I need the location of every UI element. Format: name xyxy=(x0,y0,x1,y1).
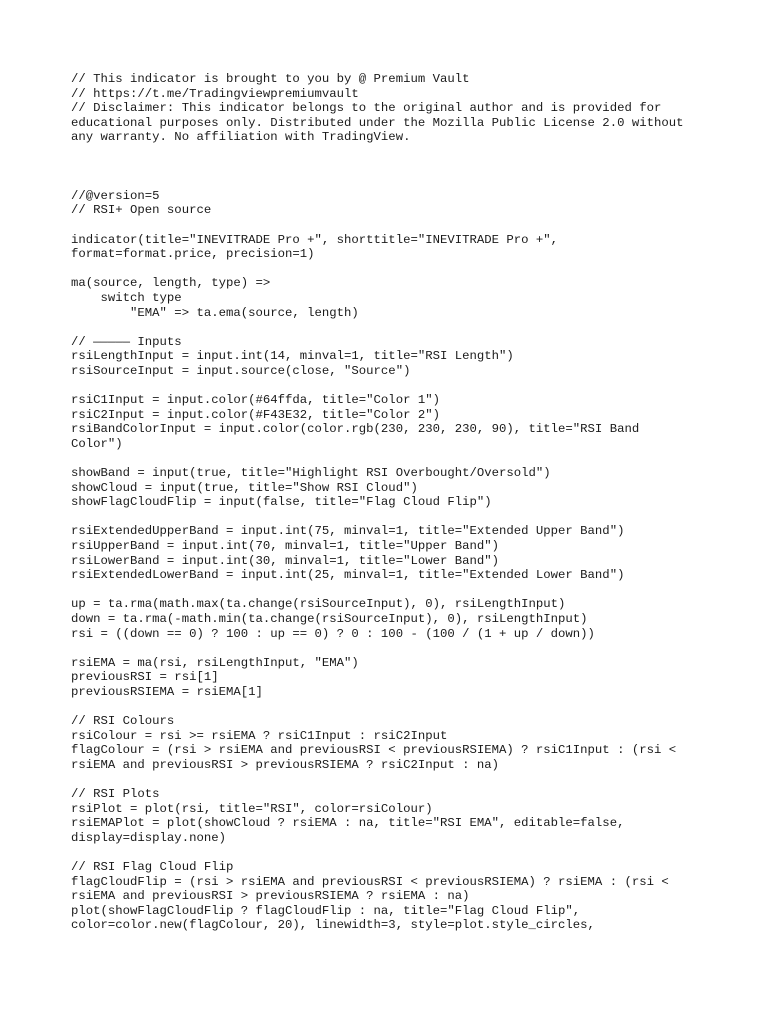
code-line: rsiEMAPlot = plot(showCloud ? rsiEMA : na, title="RSI EMA", editable=false, xyxy=(71,816,625,831)
code-line: up = ta.rma(math.max(ta.change(rsiSourceInput), 0), rsiLengthInput) xyxy=(71,597,566,612)
code-block-rsi-colours xyxy=(71,714,711,772)
code-line: rsiC1Input = input.color(#64ffda, title="Color 1") xyxy=(71,393,440,408)
header-comment-block xyxy=(71,72,711,145)
spacer xyxy=(71,320,711,335)
code-line: plot(showFlagCloudFlip ? flagCloudFlip : na, title="Flag Cloud Flip", xyxy=(71,903,581,918)
spacer xyxy=(71,773,711,788)
spacer xyxy=(71,262,711,277)
code-line: flagCloudFlip = (rsi > rsiEMA and previousRSI < previousRSIEMA) ? rsiEMA : (rsi < xyxy=(71,874,669,889)
code-line: down = ta.rma(-math.min(ta.change(rsiSourceInput), 0), rsiLengthInput) xyxy=(71,611,588,626)
spacer xyxy=(71,451,711,466)
code-line: // https://t.me/Tradingviewpremiumvault xyxy=(71,86,359,101)
code-line: ma(source, length, type) => xyxy=(71,276,271,291)
code-line: rsiPlot = plot(rsi, title="RSI", color=rsiColour) xyxy=(71,801,433,816)
code-line: // Disclaimer: This indicator belongs to the original author and is provided for xyxy=(71,101,662,116)
code-block-version xyxy=(71,189,711,218)
code-line: // RSI Colours xyxy=(71,714,175,729)
code-block-bands xyxy=(71,524,711,582)
code-line: rsiEMA = ma(rsi, rsiLengthInput, "EMA") xyxy=(71,655,359,670)
code-block-show-flags xyxy=(71,466,711,510)
code-line: rsiBandColorInput = input.color(color.rgb(230, 230, 230, 90), title="RSI Band xyxy=(71,422,640,437)
code-line: rsiLengthInput = input.int(14, minval=1, title="RSI Length") xyxy=(71,349,514,364)
spacer xyxy=(71,641,711,656)
code-line: color=color.new(flagColour, 20), linewidth=3, style=plot.style_circles, xyxy=(71,918,595,933)
code-block-indicator xyxy=(71,233,711,262)
code-line: flagColour = (rsi > rsiEMA and previousRSI < previousRSIEMA) ? rsiC1Input : (rsi < xyxy=(71,743,677,758)
spacer xyxy=(71,218,711,233)
code-line: previousRSIEMA = rsiEMA[1] xyxy=(71,684,263,699)
code-line: rsiLowerBand = input.int(30, minval=1, title="Lower Band") xyxy=(71,553,500,568)
spacer xyxy=(71,700,711,715)
code-block-inputs xyxy=(71,335,711,379)
code-line: indicator(title="INEVITRADE Pro +", shorttitle="INEVITRADE Pro +", xyxy=(71,232,559,247)
code-line: Color") xyxy=(71,436,123,451)
code-block-rsi-calc xyxy=(71,597,711,641)
spacer xyxy=(71,845,711,860)
document-page xyxy=(71,72,711,933)
code-line: previousRSI = rsi[1] xyxy=(71,670,219,685)
code-line: showCloud = input(true, title="Show RSI Cloud") xyxy=(71,480,418,495)
code-line: any warranty. No affiliation with TradingView. xyxy=(71,130,411,145)
code-line: rsiEMA and previousRSI > previousRSIEMA ? rsiEMA : na) xyxy=(71,889,470,904)
code-block-colors xyxy=(71,393,711,451)
code-line: switch type xyxy=(71,290,182,305)
code-line: rsiExtendedUpperBand = input.int(75, minval=1, title="Extended Upper Band") xyxy=(71,524,625,539)
code-block-flag-cloud-flip xyxy=(71,860,711,933)
code-line: // This indicator is brought to you by @ Premium Vault xyxy=(71,72,470,86)
code-line: format=format.price, precision=1) xyxy=(71,247,315,262)
code-line: // RSI+ Open source xyxy=(71,203,212,218)
spacer xyxy=(71,583,711,598)
code-line: // ————— Inputs xyxy=(71,334,182,349)
code-line: rsiUpperBand = input.int(70, minval=1, title="Upper Band") xyxy=(71,539,500,554)
code-line: display=display.none) xyxy=(71,830,226,845)
code-line: educational purposes only. Distributed under the Mozilla Public License 2.0 without xyxy=(71,115,684,130)
code-line: rsi = ((down == 0) ? 100 : up == 0) ? 0 : 100 - (100 / (1 + up / down)) xyxy=(71,626,595,641)
code-line: rsiSourceInput = input.source(close, "Source") xyxy=(71,363,411,378)
code-line: showBand = input(true, title="Highlight RSI Overbought/Oversold") xyxy=(71,466,551,481)
code-line: // RSI Plots xyxy=(71,787,160,802)
code-line: rsiColour = rsi >= rsiEMA ? rsiC1Input : rsiC2Input xyxy=(71,728,448,743)
spacer xyxy=(71,378,711,393)
code-line: rsiC2Input = input.color(#F43E32, title="Color 2") xyxy=(71,407,440,422)
spacer xyxy=(71,145,711,189)
code-line: showFlagCloudFlip = input(false, title="Flag Cloud Flip") xyxy=(71,495,492,510)
code-block-ma xyxy=(71,276,711,320)
code-line: rsiEMA and previousRSI > previousRSIEMA ? rsiC2Input : na) xyxy=(71,757,500,772)
code-line: rsiExtendedLowerBand = input.int(25, minval=1, title="Extended Lower Band") xyxy=(71,568,625,583)
spacer xyxy=(71,510,711,525)
code-block-rsi-ema xyxy=(71,656,711,700)
code-line: // RSI Flag Cloud Flip xyxy=(71,860,234,875)
code-line: //@version=5 xyxy=(71,188,160,203)
code-block-rsi-plots xyxy=(71,787,711,845)
code-line: "EMA" => ta.ema(source, length) xyxy=(71,305,359,320)
